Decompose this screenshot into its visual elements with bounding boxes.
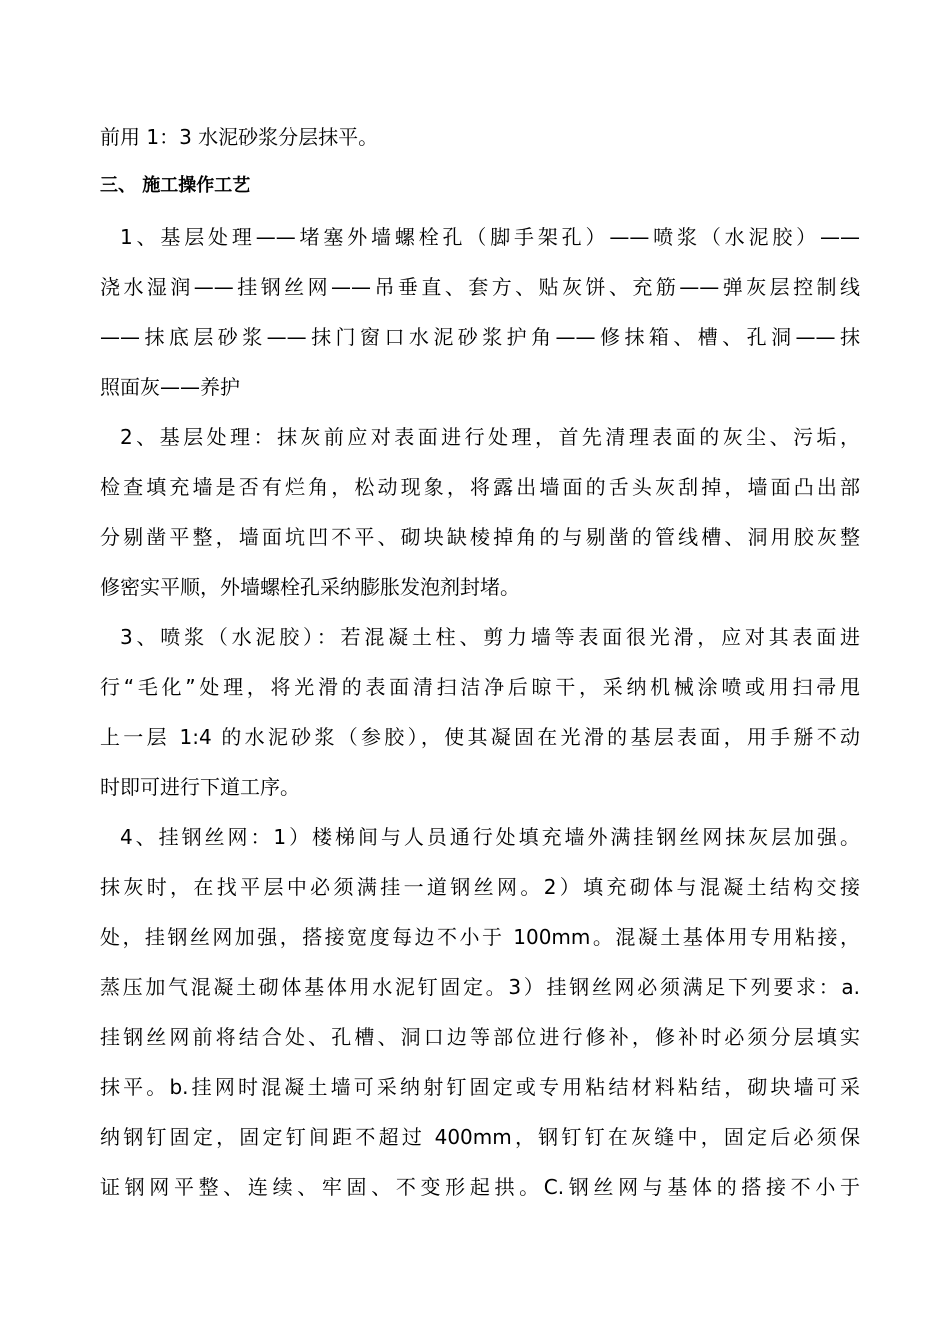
paragraph-4-line: 4、挂钢丝网：1）楼梯间与人员通行处填充墙外满挂钢丝网抹灰层加强。 <box>120 825 860 849</box>
paragraph-4-line: 抹灰时，在找平层中必须满挂一道钢丝网。2）填充砌体与混凝土结构交接 <box>100 875 860 899</box>
document-body <box>100 112 860 1212</box>
paragraph-4-line: 挂钢丝网前将结合处、孔槽、洞口边等部位进行修补，修补时必须分层填实 <box>100 1025 860 1049</box>
paragraph-4-line: 抹平。b.挂网时混凝土墙可采纳射钉固定或专用粘结材料粘结，砌块墙可采 <box>100 1075 860 1099</box>
paragraph-4-line: 纳钢钉固定，固定钉间距不超过 400mm，钢钉钉在灰缝中，固定后必须保 <box>100 1125 860 1149</box>
paragraph-2-line: 2、基层处理：抹灰前应对表面进行处理，首先清理表面的灰尘、污垢， <box>120 425 860 449</box>
paragraph-1-line: ——抹底层砂浆——抹门窗口水泥砂浆护角——修抹箱、槽、孔洞——抹 <box>100 325 860 349</box>
paragraph-3-line: 行“毛化”处理，将光滑的表面清扫洁净后晾干，采纳机械涂喷或用扫帚甩 <box>100 675 860 699</box>
paragraph-2-line: 修密实平顺，外墙螺栓孔采纳膨胀发泡剂封堵。 <box>100 575 520 599</box>
paragraph-1-line: 浇水湿润——挂钢丝网——吊垂直、套方、贴灰饼、充筋——弹灰层控制线 <box>100 275 860 299</box>
paragraph-2-line: 分剔凿平整，墙面坑凹不平、砌块缺棱掉角的与剔凿的管线槽、洞用胶灰整 <box>100 525 860 549</box>
paragraph-4-line: 蒸压加气混凝土砌体基体用水泥钉固定。3）挂钢丝网必须满足下列要求：a. <box>100 975 860 999</box>
paragraph-4-line: 证钢网平整、连续、牢固、不变形起拱。C.钢丝网与基体的搭接不小于 <box>100 1175 860 1199</box>
paragraph-1-line: 1、基层处理——堵塞外墙螺栓孔（脚手架孔）——喷浆（水泥胶）—— <box>120 225 860 249</box>
paragraph-3-line: 时即可进行下道工序。 <box>100 775 300 799</box>
paragraph-1-line: 照面灰——养护 <box>100 375 240 399</box>
section-heading: 三、 施工操作工艺 <box>100 175 251 196</box>
paragraph-2-line: 检查填充墙是否有烂角，松动现象，将露出墙面的舌头灰刮掉，墙面凸出部 <box>100 475 860 499</box>
text-line: 前用 1：3 水泥砂浆分层抹平。 <box>100 125 379 149</box>
paragraph-3-line: 上一层 1:4 的水泥砂浆（参胶），使其凝固在光滑的基层表面，用手掰不动 <box>100 725 860 749</box>
paragraph-4-line: 处，挂钢丝网加强，搭接宽度每边不小于 100mm。混凝土基体用专用粘接， <box>100 925 860 949</box>
paragraph-3-line: 3、喷浆（水泥胶）：若混凝土柱、剪力墙等表面很光滑，应对其表面进 <box>120 625 860 649</box>
